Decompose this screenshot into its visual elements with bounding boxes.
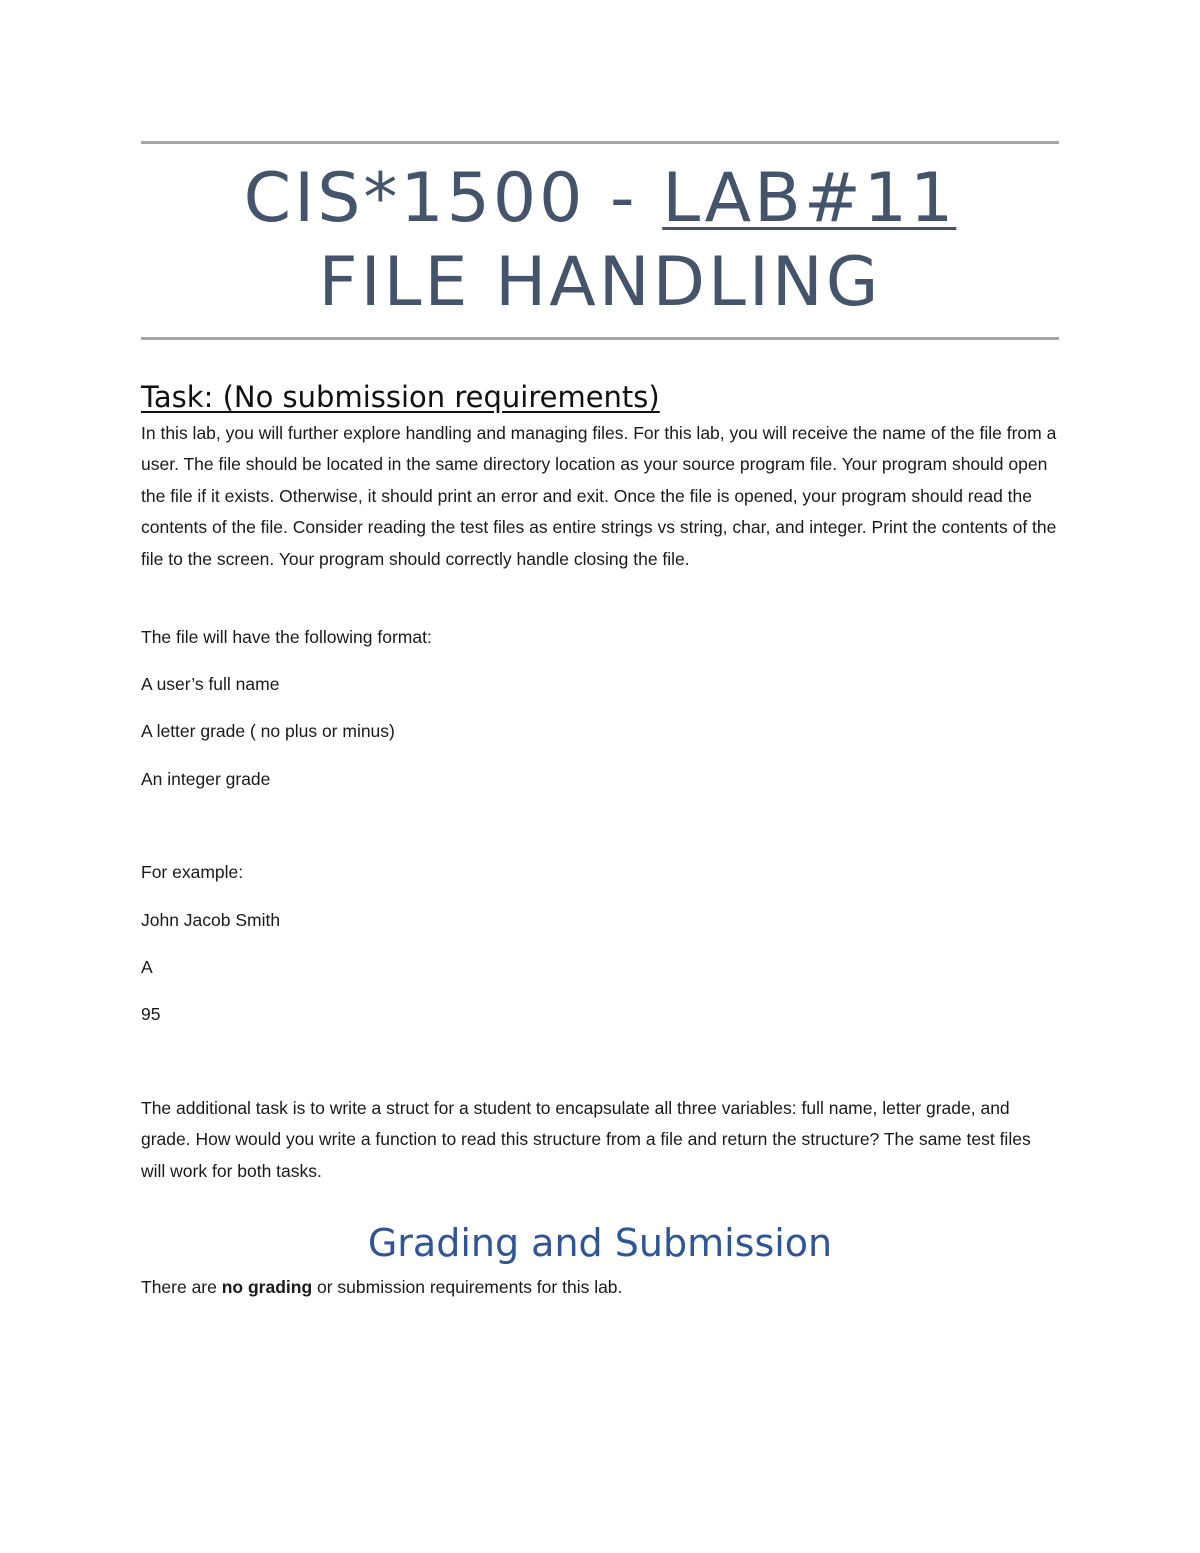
task-intro-paragraph: In this lab, you will further explore handling and managing files. For this lab, you will receive the name of the file from a user. The file should be located in the same directory location as your source program file. Your program should open the file if it exists. Otherwise, it should print an error and exit. Once the file is opened, your program should read the contents of the file. Consider reading the test files as entire strings vs string, char, and integer. Print the contents of the file to the screen. Your program should correctly handle closing the file. [141, 423, 1057, 569]
title-top-rule [141, 141, 1059, 144]
grading-heading: Grading and Submission [367, 1221, 833, 1265]
format-item-integer-grade: An integer grade [141, 769, 271, 789]
example-intro: For example: [141, 862, 244, 882]
format-intro: The file will have the following format: [141, 627, 432, 647]
grading-text-end: or submission requirements for this lab. [312, 1277, 623, 1297]
title-line-1 [141, 158, 1059, 240]
task-heading: Task: (No submission requirements) [141, 380, 660, 414]
format-item-letter-grade: A letter grade ( no plus or minus) [141, 721, 395, 741]
title-course-code: CIS*1500 - [243, 159, 663, 238]
grading-text [141, 1274, 622, 1300]
grading-text-bold: no grading [221, 1277, 313, 1297]
title-line-2: FILE HANDLING [318, 243, 882, 322]
example-item-name: John Jacob Smith [141, 910, 281, 930]
title-bottom-rule [141, 337, 1059, 340]
format-item-full-name: A user’s full name [141, 674, 280, 694]
example-item-number: 95 [141, 1004, 161, 1024]
grading-text-start: There are [141, 1277, 222, 1297]
additional-task-paragraph: The additional task is to write a struct for a student to encapsulate all three variables: full name, letter grade, and grade. How would you write a function to read this structure from a file and return the structure? The same test files will work for both tasks. [141, 1098, 1031, 1181]
example-item-letter: A [141, 957, 153, 977]
title-lab-number: LAB#11 [662, 159, 957, 238]
